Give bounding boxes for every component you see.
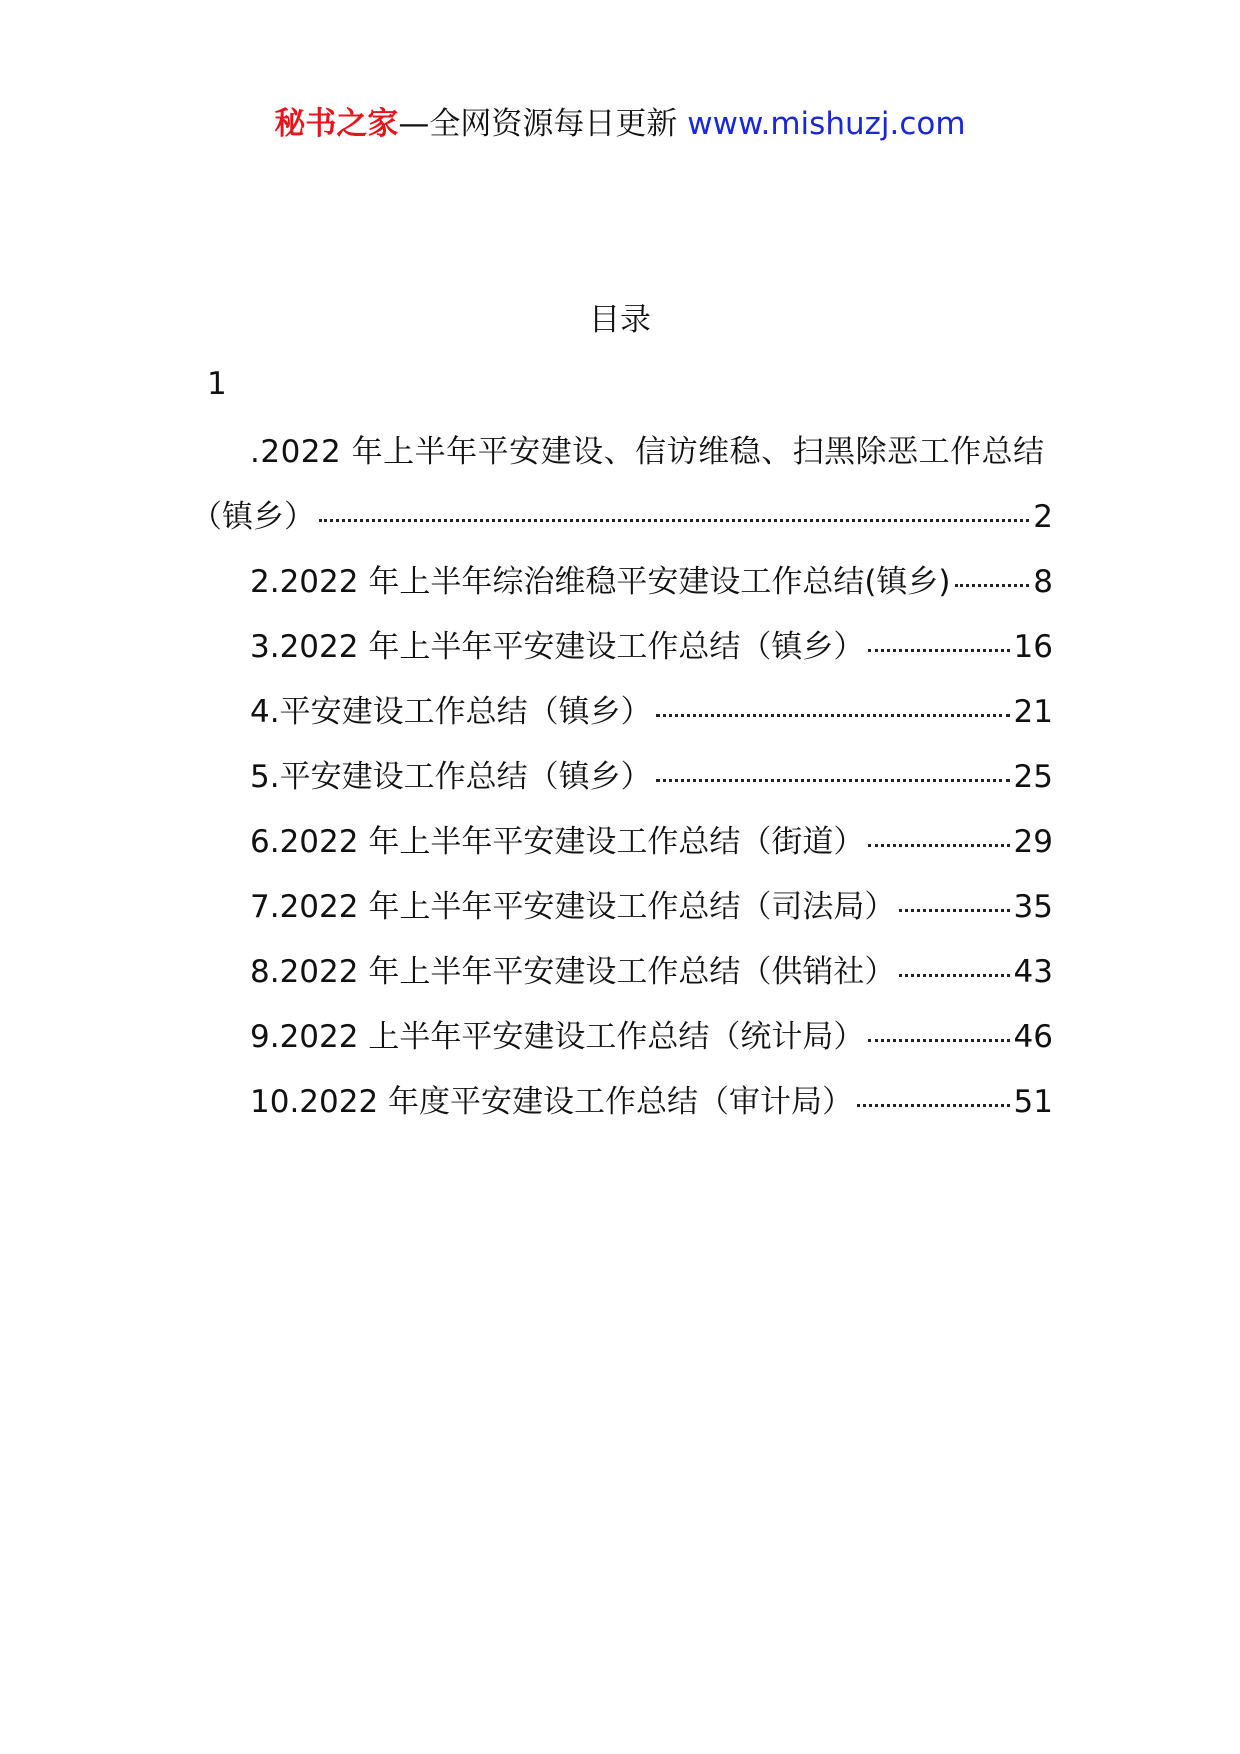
toc-entry-page: 51 xyxy=(1013,1084,1053,1120)
toc-entry-page: 8 xyxy=(1033,564,1053,600)
toc-entry[interactable] xyxy=(191,875,1053,940)
toc-entry-label: 8.2022 年上半年平安建设工作总结（供销社） xyxy=(250,954,896,990)
dot-leader xyxy=(899,974,1009,977)
dot-leader xyxy=(955,584,1030,587)
toc-entry-label: 6.2022 年上半年平安建设工作总结（街道） xyxy=(250,824,865,860)
toc-entry[interactable] xyxy=(191,1005,1053,1070)
toc-entry-label: 3.2022 年上半年平安建设工作总结（镇乡） xyxy=(250,629,865,665)
toc-entry-label: （镇乡） xyxy=(191,499,315,535)
toc-entry-label: 4.平安建设工作总结（镇乡） xyxy=(250,694,652,730)
toc-entry[interactable] xyxy=(191,940,1053,1005)
toc-entry-label: 2.2022 年上半年综治维稳平安建设工作总结(镇乡) xyxy=(250,564,951,600)
toc-entry-page: 46 xyxy=(1013,1019,1053,1055)
toc-entry[interactable] xyxy=(191,550,1053,615)
toc-entry-page: 25 xyxy=(1013,759,1053,795)
toc-entry-1-line-2[interactable] xyxy=(191,485,1053,550)
dot-leader xyxy=(857,1104,1010,1107)
toc-entry-page: 35 xyxy=(1013,889,1053,925)
toc-entry-label: 7.2022 年上半年平安建设工作总结（司法局） xyxy=(250,889,896,925)
toc-entry-page: 2 xyxy=(1033,499,1053,535)
toc-title: 目录 xyxy=(589,302,651,338)
header-tagline: —全网资源每日更新 xyxy=(398,106,678,142)
toc-entry-label: 10.2022 年度平安建设工作总结（审计局） xyxy=(250,1084,854,1120)
toc-number-marker: 1 xyxy=(207,366,227,402)
dot-leader xyxy=(868,844,1009,847)
toc-entry-page: 29 xyxy=(1013,824,1053,860)
header-url-link[interactable]: www.mishuzj.com xyxy=(687,106,966,142)
toc-entry-page: 16 xyxy=(1013,629,1053,665)
brand-name: 秘书之家 xyxy=(274,106,399,142)
toc-entry-1-line-1[interactable] xyxy=(191,420,1053,485)
toc-entry-label: 5.平安建设工作总结（镇乡） xyxy=(250,759,652,795)
dot-leader xyxy=(868,649,1009,652)
toc-entry-page: 43 xyxy=(1013,954,1053,990)
toc-entry-label: 9.2022 上半年平安建设工作总结（统计局） xyxy=(250,1019,865,1055)
dot-leader xyxy=(656,714,1010,717)
toc-entry[interactable] xyxy=(191,615,1053,680)
toc-entry[interactable] xyxy=(191,1070,1053,1135)
dot-leader xyxy=(868,1039,1009,1042)
toc-entry[interactable] xyxy=(191,680,1053,745)
toc-entry-page: 21 xyxy=(1013,694,1053,730)
toc-list xyxy=(191,420,1053,1135)
dot-leader xyxy=(319,519,1029,522)
toc-entry-label: .2022 年上半年平安建设、信访维稳、扫黑除恶工作总结 xyxy=(250,434,1045,470)
page-header xyxy=(0,100,1240,148)
toc-entry[interactable] xyxy=(191,745,1053,810)
toc-entry[interactable] xyxy=(191,810,1053,875)
dot-leader xyxy=(656,779,1010,782)
dot-leader xyxy=(899,909,1009,912)
